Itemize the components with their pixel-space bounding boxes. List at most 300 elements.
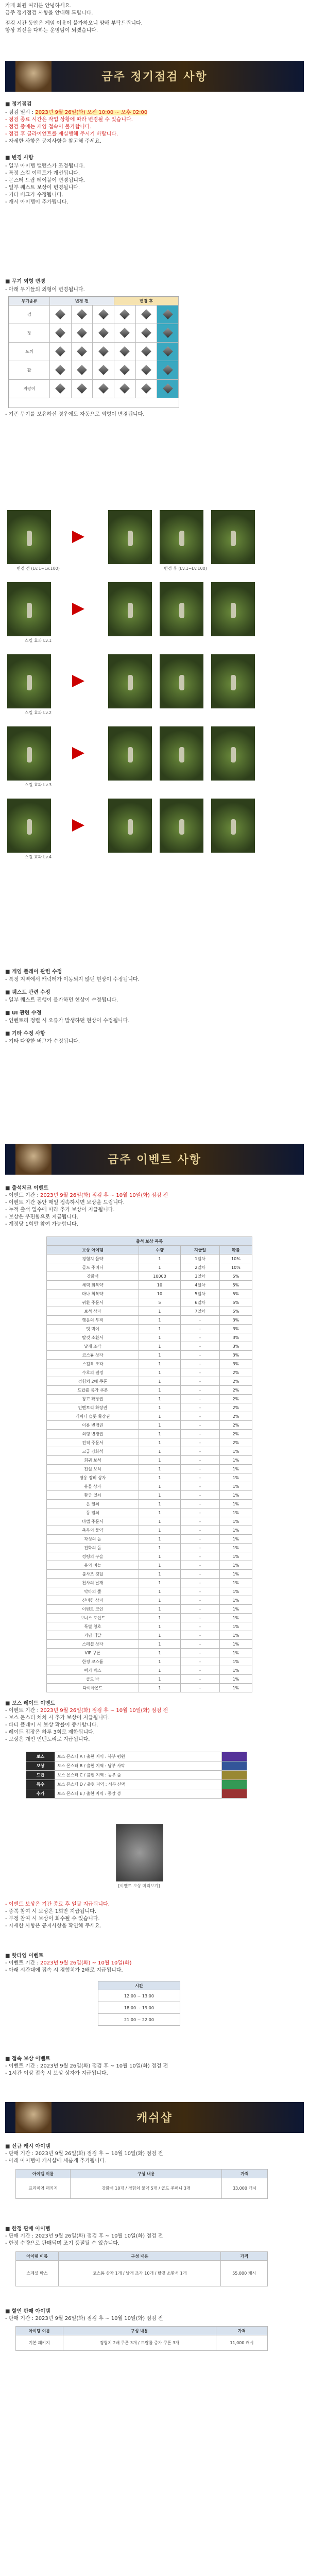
skill-screenshot — [7, 726, 51, 781]
reward-cell: 진화의 돌 — [47, 1544, 139, 1552]
hottime-slot: 18:00 ~ 19:00 — [98, 2002, 180, 2014]
reward-row — [47, 1649, 252, 1657]
boss-row-value: 보스 몬스터 B / 출현 지역 : 남부 사막 — [55, 1761, 222, 1771]
event5-desc: - 1시간 이상 접속 시 보상 상자가 지급됩니다. — [5, 2071, 108, 2076]
event4-period-value: 2023년 9월 26일(화) ~ 10월 10일(화) — [40, 1960, 132, 1966]
maintenance-line-3: - 점검 중에는 게임 접속이 불가합니다. — [5, 124, 92, 130]
reward-row — [47, 1281, 252, 1290]
reward-cell: 동 열쇠 — [47, 1509, 139, 1517]
sword-icon — [77, 309, 87, 319]
reward-cell: 1 — [139, 1447, 180, 1456]
reward-cell: 10% — [219, 1263, 252, 1272]
reward-cell: - — [181, 1473, 220, 1482]
reward-row — [47, 1333, 252, 1342]
reward-cell: 은 열쇠 — [47, 1500, 139, 1509]
reward-cell: 2% — [219, 1438, 252, 1447]
reward-cell: 기념 메달 — [47, 1631, 139, 1640]
event1-desc: - 계정당 1회만 참여 가능합니다. — [5, 1222, 78, 1227]
reward-cell: 1% — [219, 1473, 252, 1482]
reward-row — [47, 1412, 252, 1421]
reward-cell: 2% — [219, 1421, 252, 1430]
cash-item-content: 경험치 2배 쿠폰 3개 / 드랍률 증가 쿠폰 3개 — [63, 2335, 216, 2351]
cash-item-content: 코스튬 상자 1개 / 날개 조각 10개 / 탈것 소환서 1개 — [59, 2261, 221, 2286]
event-banner-title: 금주 이벤트 사항 — [107, 1153, 202, 1166]
skill-screenshot — [160, 582, 203, 636]
reward-cell: 1 — [139, 1403, 180, 1412]
reward-row — [47, 1395, 252, 1403]
staff-icon — [77, 383, 87, 394]
reward-cell: 황금 열쇠 — [47, 1491, 139, 1500]
reward-cell: 1일차 — [181, 1255, 220, 1263]
reward-row — [47, 1535, 252, 1544]
reward-cell: 3일차 — [181, 1272, 220, 1281]
reward-row — [47, 1517, 252, 1526]
reward-cell: 골드 바 — [47, 1675, 139, 1684]
arrow-right-icon — [72, 603, 84, 615]
reward-cell: 1% — [219, 1526, 252, 1535]
reward-cell: 6일차 — [181, 1298, 220, 1307]
reward-cell: 1% — [219, 1500, 252, 1509]
sword-icon — [119, 309, 130, 319]
spear-icon — [77, 328, 87, 338]
reward-cell: 4일차 — [181, 1281, 220, 1290]
reward-cell: 1% — [219, 1456, 252, 1465]
reward-cell: - — [181, 1456, 220, 1465]
fix2-title: ■ 퀘스트 관련 수정 — [5, 990, 50, 995]
reward-cell: - — [181, 1412, 220, 1421]
reward-cell: 1% — [219, 1465, 252, 1473]
reward-row — [47, 1456, 252, 1465]
reward-cell: 불사조 깃털 — [47, 1570, 139, 1579]
reward-cell: - — [181, 1491, 220, 1500]
event3-desc: - 중복 참여 시 보상은 1회만 지급됩니다. — [5, 1909, 97, 1914]
reward-cell: 1 — [139, 1316, 180, 1325]
reward-row — [47, 1421, 252, 1430]
skill-screenshot — [108, 582, 152, 636]
reward-cell: 1 — [139, 1561, 180, 1570]
cash-item-price: 55,000 캐시 — [221, 2261, 268, 2286]
bow-icon — [98, 365, 109, 375]
reward-cell: 1% — [219, 1579, 252, 1587]
reward-row — [47, 1272, 252, 1281]
reward-row — [47, 1438, 252, 1447]
reward-cell: - — [181, 1535, 220, 1544]
event5-desc: - 이벤트 기간 : 2023년 9월 26일(화) 점검 후 ~ 10월 10일(화) 점검 전 — [5, 2063, 168, 2069]
reward-cell: - — [181, 1360, 220, 1368]
reward-row — [47, 1587, 252, 1596]
reward-cell: 2일차 — [181, 1263, 220, 1272]
cash-col-price: 가격 — [221, 2170, 267, 2178]
reward-cell: 5 — [139, 1298, 180, 1307]
intro-line-4: 항상 최선을 다하는 운영팀이 되겠습니다. — [5, 28, 98, 33]
reward-cell: 1 — [139, 1386, 180, 1395]
reward-cell: 1% — [219, 1447, 252, 1456]
reward-cell: 3% — [219, 1316, 252, 1325]
reward-cell: 스킬북 조각 — [47, 1360, 139, 1368]
reward-cell: - — [181, 1325, 220, 1333]
reward-col-day: 지급일 — [181, 1246, 220, 1255]
boss-row-label: 특수 — [26, 1780, 55, 1789]
reward-row — [47, 1473, 252, 1482]
reward-cell: 1% — [219, 1605, 252, 1614]
reward-cell: 5% — [219, 1272, 252, 1281]
caption-before: 변경 전 (Lv.1~Lv.100) — [16, 566, 60, 571]
bow-icon — [119, 365, 130, 375]
event3-desc: - 부정 참여 시 보상이 회수될 수 있습니다. — [5, 1916, 100, 1922]
changes-line: - 캐시 아이템이 추가됩니다. — [5, 199, 68, 205]
spear-icon — [141, 328, 151, 338]
boss-image — [222, 1789, 247, 1799]
intro-line-3: 점검 시간 동안은 게임 이용이 불가하오니 양해 부탁드립니다. — [5, 21, 143, 26]
caption-row5: 스킬 효과 Lv.4 — [24, 855, 52, 859]
reward-cell: - — [181, 1386, 220, 1395]
reward-row — [47, 1526, 252, 1535]
reward-cell: 신비한 상자 — [47, 1596, 139, 1605]
reward-cell: 10 — [139, 1281, 180, 1290]
reward-cell: 유물 상자 — [47, 1482, 139, 1491]
reward-cell: 2% — [219, 1368, 252, 1377]
reward-cell: - — [181, 1649, 220, 1657]
cash1-desc: - 판매 기간 : 2023년 9월 26일(화) 점검 후 ~ 10월 10일(화) 점검 전 — [5, 2151, 163, 2157]
sword-icon — [98, 309, 109, 319]
reward-cell: - — [181, 1316, 220, 1325]
skill-screenshot — [108, 799, 152, 853]
boss-row-label: 드랍 — [26, 1771, 55, 1780]
reward-cell: 1 — [139, 1570, 180, 1579]
reward-row — [47, 1377, 252, 1386]
reward-cell: 마나 회복약 — [47, 1290, 139, 1298]
cash-col-name: 아이템 이름 — [16, 2170, 71, 2178]
reward-cell: 1 — [139, 1622, 180, 1631]
skill-screenshot — [7, 654, 51, 708]
staff-icon — [119, 383, 130, 394]
event4-desc: - 아래 시간대에 접속 시 경험치가 2배로 지급됩니다. — [5, 1968, 123, 1973]
reward-cell: 1 — [139, 1500, 180, 1509]
reward-cell: - — [181, 1614, 220, 1622]
reward-cell: 1 — [139, 1263, 180, 1272]
reward-cell: 캐릭터 슬롯 확장권 — [47, 1412, 139, 1421]
event2-period-value: 2023년 9월 26일(화) 점검 후 ~ 10월 10일(화) 점검 전 — [40, 1708, 168, 1714]
fix1-title: ■ 게임 플레이 관련 수정 — [5, 969, 62, 975]
reward-cell: 1% — [219, 1561, 252, 1570]
axe-icon — [55, 346, 65, 357]
reward-row — [47, 1482, 252, 1491]
boss-row-label: 추가 — [26, 1789, 55, 1799]
spear-icon — [98, 328, 109, 338]
reward-row — [47, 1316, 252, 1325]
reward-cell: 2% — [219, 1430, 252, 1438]
event-banner — [5, 1144, 304, 1175]
boss-row-value: 보스 몬스터 D / 출현 지역 : 서부 산맥 — [55, 1780, 222, 1789]
reward-cell: 1% — [219, 1491, 252, 1500]
reward-cell: 1 — [139, 1552, 180, 1561]
reward-cell: 5% — [219, 1298, 252, 1307]
skill-screenshot — [211, 510, 255, 564]
cash3-table — [15, 2326, 268, 2351]
event4-title: ■ 핫타임 이벤트 — [5, 1953, 44, 1959]
reward-cell: 천사의 날개 — [47, 1579, 139, 1587]
cash-item-price: 33,000 캐시 — [221, 2178, 267, 2199]
reward-row — [47, 1500, 252, 1509]
event3-desc: - 자세한 사항은 공지사항을 확인해 주세요. — [5, 1923, 101, 1929]
cash3-title: ■ 할인 판매 아이템 — [5, 2309, 50, 2314]
reward-cell: 희귀 보석 — [47, 1456, 139, 1465]
reward-cell: 1% — [219, 1657, 252, 1666]
reward-cell: 1% — [219, 1614, 252, 1622]
skill-screenshot — [160, 799, 203, 853]
reward-cell: 1% — [219, 1684, 252, 1692]
reward-cell: 경험치 물약 — [47, 1255, 139, 1263]
reward-cell: - — [181, 1631, 220, 1640]
cash1-table — [15, 2169, 268, 2199]
reward-cell: 1 — [139, 1368, 180, 1377]
reward-cell: 1 — [139, 1333, 180, 1342]
reward-cell: 1 — [139, 1631, 180, 1640]
reward-cell: 1% — [219, 1649, 252, 1657]
reward-row — [47, 1351, 252, 1360]
caption-after: 변경 후 (Lv.1~Lv.100) — [164, 566, 207, 571]
reward-row — [47, 1684, 252, 1692]
reward-cell: 수호의 결정 — [47, 1368, 139, 1377]
reward-cell: 행운의 부적 — [47, 1316, 139, 1325]
skill-screenshot — [211, 726, 255, 781]
reward-cell: 축복의 물약 — [47, 1526, 139, 1535]
hottime-slot: 21:00 ~ 22:00 — [98, 2014, 180, 2026]
maintenance-line-5: - 자세한 사항은 공지사항을 참고해 주세요. — [5, 139, 101, 144]
sword-icon — [55, 309, 65, 319]
event1-period-label: - 이벤트 기간 : — [5, 1193, 39, 1198]
reward-cell: 1 — [139, 1684, 180, 1692]
reward-cell: 1% — [219, 1640, 252, 1649]
reward-cell: 1 — [139, 1579, 180, 1587]
reward-cell: 1 — [139, 1596, 180, 1605]
reward-cell: 10000 — [139, 1272, 180, 1281]
reward-cell: 5% — [219, 1307, 252, 1316]
reward-row — [47, 1290, 252, 1298]
reward-row — [47, 1491, 252, 1500]
reward-cell: 각성의 돌 — [47, 1535, 139, 1544]
reward-row — [47, 1666, 252, 1675]
reward-cell: 1% — [219, 1544, 252, 1552]
skill-screenshot — [7, 510, 51, 564]
reward-cell: 1 — [139, 1544, 180, 1552]
event4-period — [5, 1960, 132, 1967]
boss-row-label: 보스 — [26, 1752, 55, 1761]
cash-item-name: 스페셜 박스 — [16, 2261, 59, 2286]
reward-row — [47, 1544, 252, 1552]
reward-row — [47, 1570, 252, 1579]
reward-cell: - — [181, 1526, 220, 1535]
event2-title: ■ 보스 레이드 이벤트 — [5, 1701, 56, 1706]
staff-icon — [141, 383, 151, 394]
reward-cell: 전설 보석 — [47, 1465, 139, 1473]
reward-cell: 날개 조각 — [47, 1342, 139, 1351]
event4-period-label: - 이벤트 기간 : — [5, 1960, 39, 1966]
reward-cell: 1% — [219, 1482, 252, 1491]
reward-row — [47, 1640, 252, 1649]
reward-cell: 10 — [139, 1290, 180, 1298]
boss-image — [222, 1771, 247, 1780]
event2-period — [5, 1707, 168, 1714]
reward-cell: 다이아몬드 — [47, 1684, 139, 1692]
reward-cell: 보너스 포인트 — [47, 1614, 139, 1622]
reward-cell: 2% — [219, 1403, 252, 1412]
reward-row — [47, 1675, 252, 1684]
reward-cell: 3% — [219, 1325, 252, 1333]
skill-screenshot — [108, 726, 152, 781]
reward-cell: - — [181, 1587, 220, 1596]
reward-cell: 1 — [139, 1412, 180, 1421]
reward-col-item: 보상 아이템 — [47, 1246, 139, 1255]
reward-row — [47, 1552, 252, 1561]
reward-row — [47, 1631, 252, 1640]
cash-col-name: 아이템 이름 — [16, 2327, 63, 2335]
weapon-col-after: 변경 후 — [114, 297, 178, 306]
event1-desc: - 이벤트 기간 동안 매일 접속하시면 보상을 드립니다. — [5, 1200, 125, 1206]
hottime-header: 시간 — [98, 1981, 180, 1990]
staff-icon — [55, 383, 65, 394]
weapon-desc: - 아래 무기들의 외형이 변경됩니다. — [5, 287, 85, 293]
reward-col-rate: 확률 — [219, 1246, 252, 1255]
cash-col-content: 구성 내용 — [71, 2170, 222, 2178]
boss-table — [26, 1752, 247, 1799]
arrow-right-icon — [72, 819, 84, 832]
boss-row-value: 보스 몬스터 A / 출현 지역 : 북부 평원 — [55, 1752, 222, 1761]
reward-cell: 1 — [139, 1465, 180, 1473]
reward-cell: - — [181, 1684, 220, 1692]
reward-row — [47, 1561, 252, 1570]
boss-row-label: 보상 — [26, 1761, 55, 1771]
reward-row — [47, 1386, 252, 1395]
reward-cell: 럭키 박스 — [47, 1666, 139, 1675]
reward-row — [47, 1447, 252, 1456]
cash-banner-title: 캐쉬샵 — [136, 2111, 173, 2125]
reward-cell: 체력 회복약 — [47, 1281, 139, 1290]
reward-cell: 경험치 2배 쿠폰 — [47, 1377, 139, 1386]
reward-cell: 1 — [139, 1395, 180, 1403]
event2-desc: - 보스 몬스터 처치 시 추가 보상이 지급됩니다. — [5, 1715, 110, 1721]
reward-cell: 창고 확장권 — [47, 1395, 139, 1403]
reward-row — [47, 1579, 252, 1587]
bow-icon — [77, 365, 87, 375]
reward-cell: 1 — [139, 1535, 180, 1544]
cash-item-name: 프리미엄 패키지 — [16, 2178, 71, 2199]
reward-cell: - — [181, 1333, 220, 1342]
reward-cell: - — [181, 1666, 220, 1675]
reward-cell: - — [181, 1438, 220, 1447]
maintenance-title: ■ 정기점검 — [5, 101, 32, 107]
reward-cell: 1 — [139, 1675, 180, 1684]
reward-cell: 5% — [219, 1281, 252, 1290]
bow-icon — [163, 365, 173, 375]
cash-item-content: 강화석 10개 / 경험치 물약 5개 / 골드 주머니 3개 — [71, 2178, 222, 2199]
reward-cell: 1 — [139, 1587, 180, 1596]
skill-screenshot — [7, 799, 51, 853]
reward-cell: 1 — [139, 1351, 180, 1360]
reward-cell: 인벤토리 확장권 — [47, 1403, 139, 1412]
reward-cell: 1% — [219, 1517, 252, 1526]
reward-cell: 1 — [139, 1605, 180, 1614]
reward-cell: 보석 상자 — [47, 1307, 139, 1316]
bow-icon — [141, 365, 151, 375]
reward-cell: 1 — [139, 1456, 180, 1465]
skill-screenshot — [7, 582, 51, 636]
reward-cell: 1 — [139, 1640, 180, 1649]
reward-cell: 3% — [219, 1342, 252, 1351]
cash-col-content: 구성 내용 — [59, 2252, 221, 2261]
axe-icon — [141, 346, 151, 357]
fix3-text: - 인벤토리 정렬 시 오류가 발생하던 현상이 수정됩니다. — [5, 1018, 130, 1024]
reward-row — [47, 1368, 252, 1377]
bow-icon — [55, 365, 65, 375]
reward-cell: 2% — [219, 1412, 252, 1421]
reward-cell: 1% — [219, 1596, 252, 1605]
reward-table-title: 출석 보상 목록 — [47, 1237, 252, 1246]
reward-row — [47, 1509, 252, 1517]
staff-icon — [163, 383, 173, 394]
reward-cell: 3% — [219, 1360, 252, 1368]
reward-col-qty: 수량 — [139, 1246, 180, 1255]
reward-cell: - — [181, 1561, 220, 1570]
maintenance-line-4: - 점검 후 클라이언트를 재실행해 주시기 바랍니다. — [5, 131, 118, 137]
reward-cell: - — [181, 1377, 220, 1386]
reward-row — [47, 1614, 252, 1622]
hottime-table — [98, 1981, 180, 2026]
cash-col-price: 가격 — [216, 2327, 267, 2335]
cash1-title: ■ 신규 캐시 아이템 — [5, 2144, 50, 2149]
cash2-table — [15, 2251, 268, 2286]
cash-item-name: 기본 패키지 — [16, 2335, 63, 2351]
reward-cell: 5% — [219, 1290, 252, 1298]
reward-cell: 드랍률 증가 쿠폰 — [47, 1386, 139, 1395]
reward-cell: - — [181, 1500, 220, 1509]
reward-cell: 1 — [139, 1438, 180, 1447]
boss-image — [222, 1761, 247, 1771]
reward-cell: - — [181, 1430, 220, 1438]
reward-cell: 펫 먹이 — [47, 1325, 139, 1333]
reward-cell: 스페셜 상자 — [47, 1640, 139, 1649]
reward-cell: - — [181, 1605, 220, 1614]
cash-banner — [5, 2102, 304, 2133]
reward-cell: - — [181, 1421, 220, 1430]
reward-row — [47, 1465, 252, 1473]
reward-cell: 1 — [139, 1491, 180, 1500]
event1-period — [5, 1192, 168, 1199]
reward-cell: - — [181, 1596, 220, 1605]
reward-cell: 2% — [219, 1386, 252, 1395]
maintenance-time-label: - 점검 일시 : — [5, 110, 34, 115]
reward-cell: 1 — [139, 1657, 180, 1666]
reward-cell: 악마의 뿔 — [47, 1587, 139, 1596]
reward-cell: VIP 쿠폰 — [47, 1649, 139, 1657]
reward-row — [47, 1403, 252, 1412]
reward-row — [47, 1325, 252, 1333]
skill-screenshot — [160, 726, 203, 781]
spear-icon — [119, 328, 130, 338]
skill-screenshot — [211, 799, 255, 853]
axe-icon — [119, 346, 130, 357]
event2-desc: - 레이드 입장은 하루 3회로 제한됩니다. — [5, 1730, 95, 1735]
reward-row — [47, 1430, 252, 1438]
reward-cell: 1 — [139, 1526, 180, 1535]
intro-line-2: 금주 정기점검 사항을 안내해 드립니다. — [5, 10, 93, 16]
changes-line: - 기타 버그가 수정됩니다. — [5, 192, 63, 198]
reward-cell: 마법 주문서 — [47, 1517, 139, 1526]
reward-cell: 한정 코스튬 — [47, 1657, 139, 1666]
reward-cell: - — [181, 1579, 220, 1587]
reward-cell: 1 — [139, 1342, 180, 1351]
weapon-row-label: 검 — [9, 306, 50, 324]
